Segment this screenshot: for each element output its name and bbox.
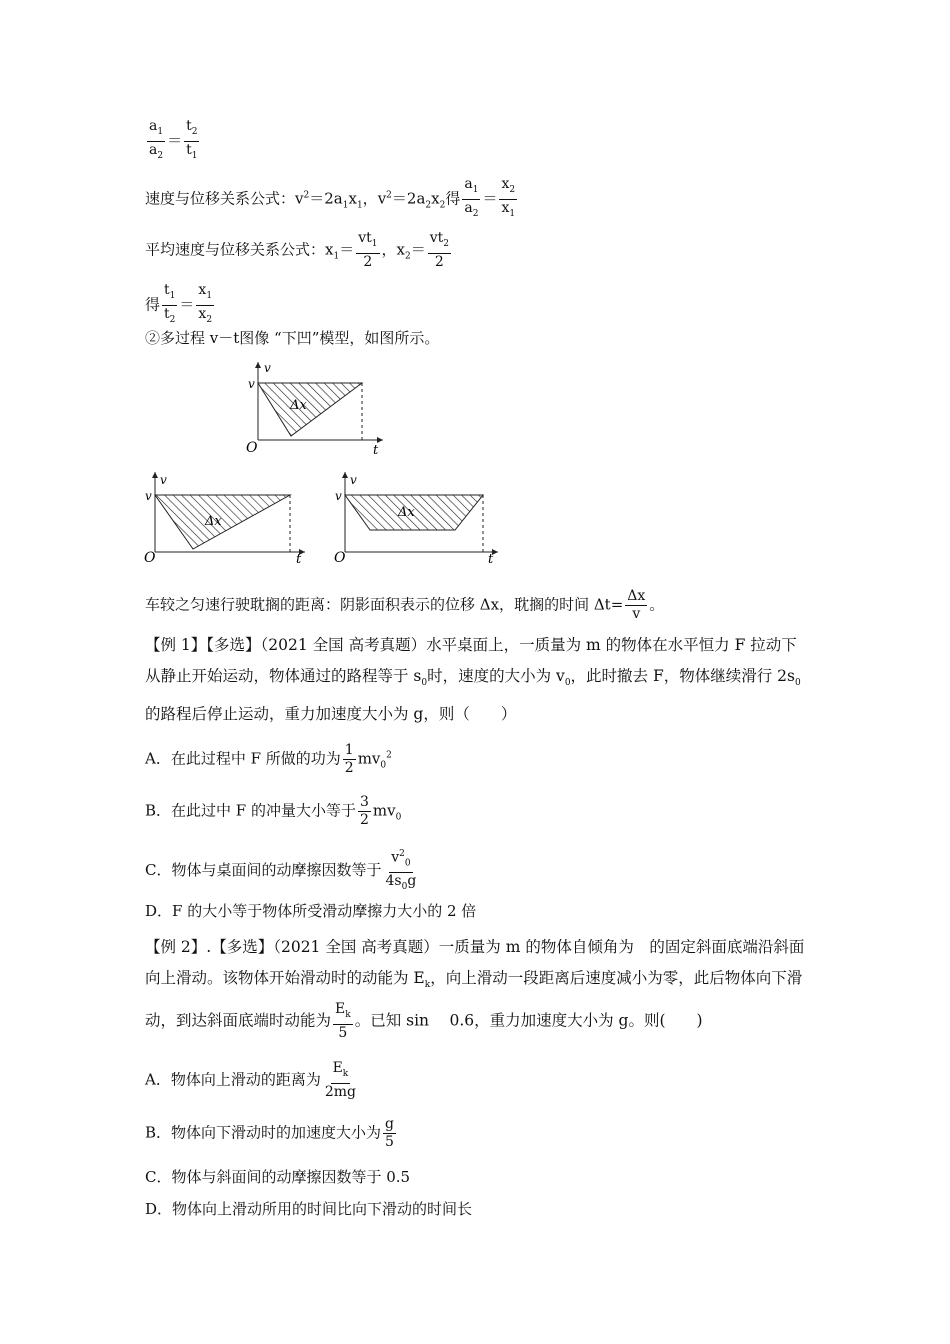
fraction-a1-a2: $\frac{a_1}{a_2}$: [149, 118, 164, 161]
svg-text:v: v: [264, 361, 271, 375]
fraction-vt2-2: $\frac{vt_2}{2}$: [429, 230, 450, 270]
fraction-vt1-2: $\frac{vt_1}{2}$: [358, 230, 378, 270]
svg-text:Δx: Δx: [290, 398, 307, 413]
svg-text:v: v: [350, 473, 357, 487]
svg-text:Δx: Δx: [398, 505, 415, 520]
svg-text:v: v: [145, 489, 152, 503]
example1-option-a[interactable]: A．在此过程中 F 所做的功为 $\frac{1}{2}$ $mv_0^2$: [145, 742, 392, 776]
model-title: ②多过程 v－t图像 “下凹”模型，如图所示。: [145, 329, 440, 347]
formula-ratio: 得 $\frac{t_1}{t_2}$ ＝ $\frac{x_1}{x_2}$: [145, 282, 216, 329]
fraction-g-5: $\frac{g}{5}$: [385, 1116, 394, 1150]
fraction-v0sq-4s0g: $\frac{v^2_0}{4s_0g}$: [383, 846, 418, 896]
fraction-a1-a2-b: $\frac{a_1}{a_2}$: [464, 176, 479, 219]
example2-option-c[interactable]: C．物体与斜面间的动摩擦因数等于 0.5: [145, 1168, 411, 1186]
formula-accel-time: $\frac{a_1}{a_2}$ ＝ $\frac{t_2}{t_1}$: [145, 118, 201, 165]
example2-option-d[interactable]: D．物体向上滑动所用的时间比向下滑动的时间长: [145, 1200, 473, 1218]
graph-3: [334, 472, 498, 567]
fraction-ek-2mg: $\frac{E_k}{2mg}$: [324, 1060, 356, 1100]
svg-text:v: v: [160, 473, 167, 487]
fraction-x1-x2: $\frac{x_1}{x_2}$: [198, 282, 213, 325]
svg-text:t: t: [296, 552, 302, 567]
example2-option-b[interactable]: B．物体向下滑动时的加速度大小为 $\frac{g}{5}$: [145, 1116, 394, 1150]
svg-text:O: O: [144, 550, 156, 566]
fraction-ek-5: $\frac{E_k}{5}$: [335, 1001, 351, 1041]
fraction-x2-x1: $\frac{x_2}{x_1}$: [501, 176, 516, 219]
delay-text: 车较之匀速行驶耽搁的距离：阴影面积表示的位移 Δx，耽搁的时间 Δt= $\frac{\Delta x}{v}$ 。: [145, 588, 665, 622]
svg-text:O: O: [334, 550, 346, 566]
svg-text:v: v: [248, 377, 255, 391]
svg-text:v: v: [335, 489, 342, 503]
example1-stem: 【例 1】【多选】（2021 全国 高考真题）水平桌面上，一质量为 m 的物体在水平恒力 F 拉动下从静止开始运动，物体通过的路程等于 $s_0$时，速度的大小为 $v_0$，此时撤去 F，物体继续滑行 $2s_0$的路程后停止运动，重力加速度大小为 g，则（ ）: [145, 636, 801, 724]
svg-text:Δx: Δx: [205, 514, 222, 529]
fraction-dx-v: $\frac{\Delta x}{v}$: [627, 588, 646, 622]
fraction-3-2: $\frac{3}{2}$: [359, 794, 369, 828]
formula-velocity-displacement: 速度与位移关系公式：$v^2=2a_1x_1$，$v^2=2a_2x_2$得 $\frac{a_1}{a_2}$ ＝ $\frac{x_2}{x_1}$: [145, 176, 519, 223]
fraction-1-2: $\frac{1}{2}$: [344, 742, 354, 776]
example2-option-a[interactable]: A．物体向上滑动的距离为 $\frac{E_k}{2mg}$: [145, 1060, 356, 1100]
fraction-t1-t2: $\frac{t_1}{t_2}$: [164, 282, 176, 325]
vt-graphs: [0, 355, 950, 595]
graph-2: [144, 472, 305, 567]
svg-text:t: t: [488, 552, 494, 567]
svg-text:O: O: [246, 440, 258, 456]
example1-option-d[interactable]: D．F 的大小等于物体所受滑动摩擦力大小的 2 倍: [145, 902, 477, 920]
svg-text:t: t: [373, 443, 379, 458]
example2-stem: 【例 2】.【多选】（2021 全国 高考真题）一质量为 m 的物体自倾角为 的固定斜面底端沿斜面向上滑动。该物体开始滑动时的动能为 $E_k$，向上滑动一段距离后速度减小为零，此后物体向下滑动，到达斜面底端时动能为 $\frac{E_k}{5}$ 。已知 sin 0.6，重力加速度大小为 g。则( ): [145, 938, 805, 1041]
example1-option-b[interactable]: B．在此过中 F 的冲量大小等于 $\frac{3}{2}$ $mv_0$: [145, 794, 402, 828]
formula-average-velocity: 平均速度与位移关系公式：$x_1=$ $\frac{vt_1}{2}$ ，$x_2=$ $\frac{vt_2}{2}$: [145, 230, 450, 270]
example1-option-c[interactable]: C．物体与桌面间的动摩擦因数等于 $\frac{v^2_0}{4s_0g}$: [145, 846, 420, 896]
fraction-t2-t1: $\frac{t_2}{t_1}$: [186, 118, 198, 161]
graph-1: [246, 361, 383, 458]
